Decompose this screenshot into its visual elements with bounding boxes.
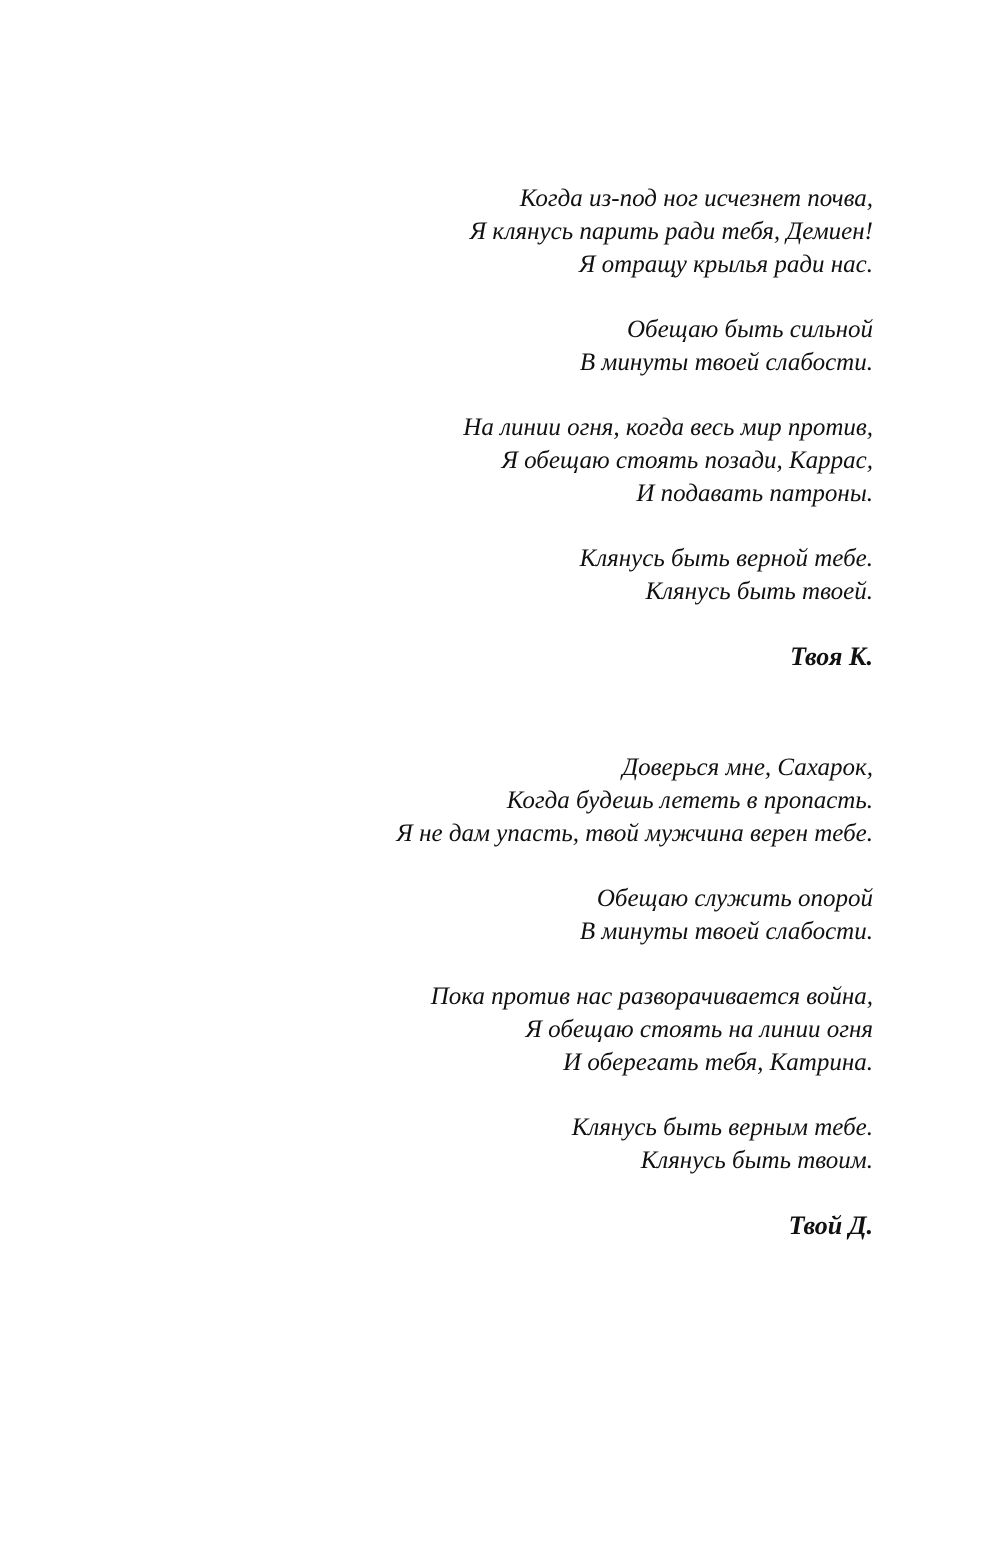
poem-line: И оберегать тебя, Катрина. [563,1049,873,1076]
stanza [273,751,873,850]
poem-line: Когда будешь лететь в пропасть. [506,787,873,814]
poem-line: Клянусь быть верным тебе. [571,1114,873,1141]
poem-line: Я обещаю стоять на линии огня [525,1016,873,1043]
poem-line: Обещаю служить опорой [596,885,873,912]
stanza [273,542,873,608]
stanza [273,182,873,281]
stanza [273,882,873,948]
poem-line: Доверься мне, Сахарок, [622,754,873,781]
poem-line: Когда из-под ног исчезнет почва, [519,185,873,212]
poem-line: Я клянусь парить ради тебя, Демиен! [469,218,873,245]
signature: Твой Д. [788,1211,873,1240]
poem-line: Клянусь быть твоей. [645,578,873,605]
poem-line: На линии огня, когда весь мир против, [463,414,873,441]
poem-line: Клянусь быть твоим. [640,1147,873,1174]
poem-line: Я не дам упасть, твой мужчина верен тебе. [396,820,873,847]
signature: Твоя К. [790,642,873,671]
poem-line: Я отращу крылья ради нас. [578,251,873,278]
stanza [273,980,873,1079]
poem-line: В минуты твоей слабости. [579,918,873,945]
stanza [273,313,873,379]
stanza [273,411,873,510]
poem-line: И подавать патроны. [636,480,873,507]
poem-vow-k [273,182,873,673]
poem-line: Пока против нас разворачивается война, [430,983,873,1010]
stanza [273,1111,873,1177]
poem-line: Я обещаю стоять позади, Каррас, [501,447,873,474]
poem-line: Обещаю быть сильной [626,316,873,343]
poem-line: В минуты твоей слабости. [579,349,873,376]
poem-line: Клянусь быть верной тебе. [579,545,873,572]
poem-vow-d [273,751,873,1242]
